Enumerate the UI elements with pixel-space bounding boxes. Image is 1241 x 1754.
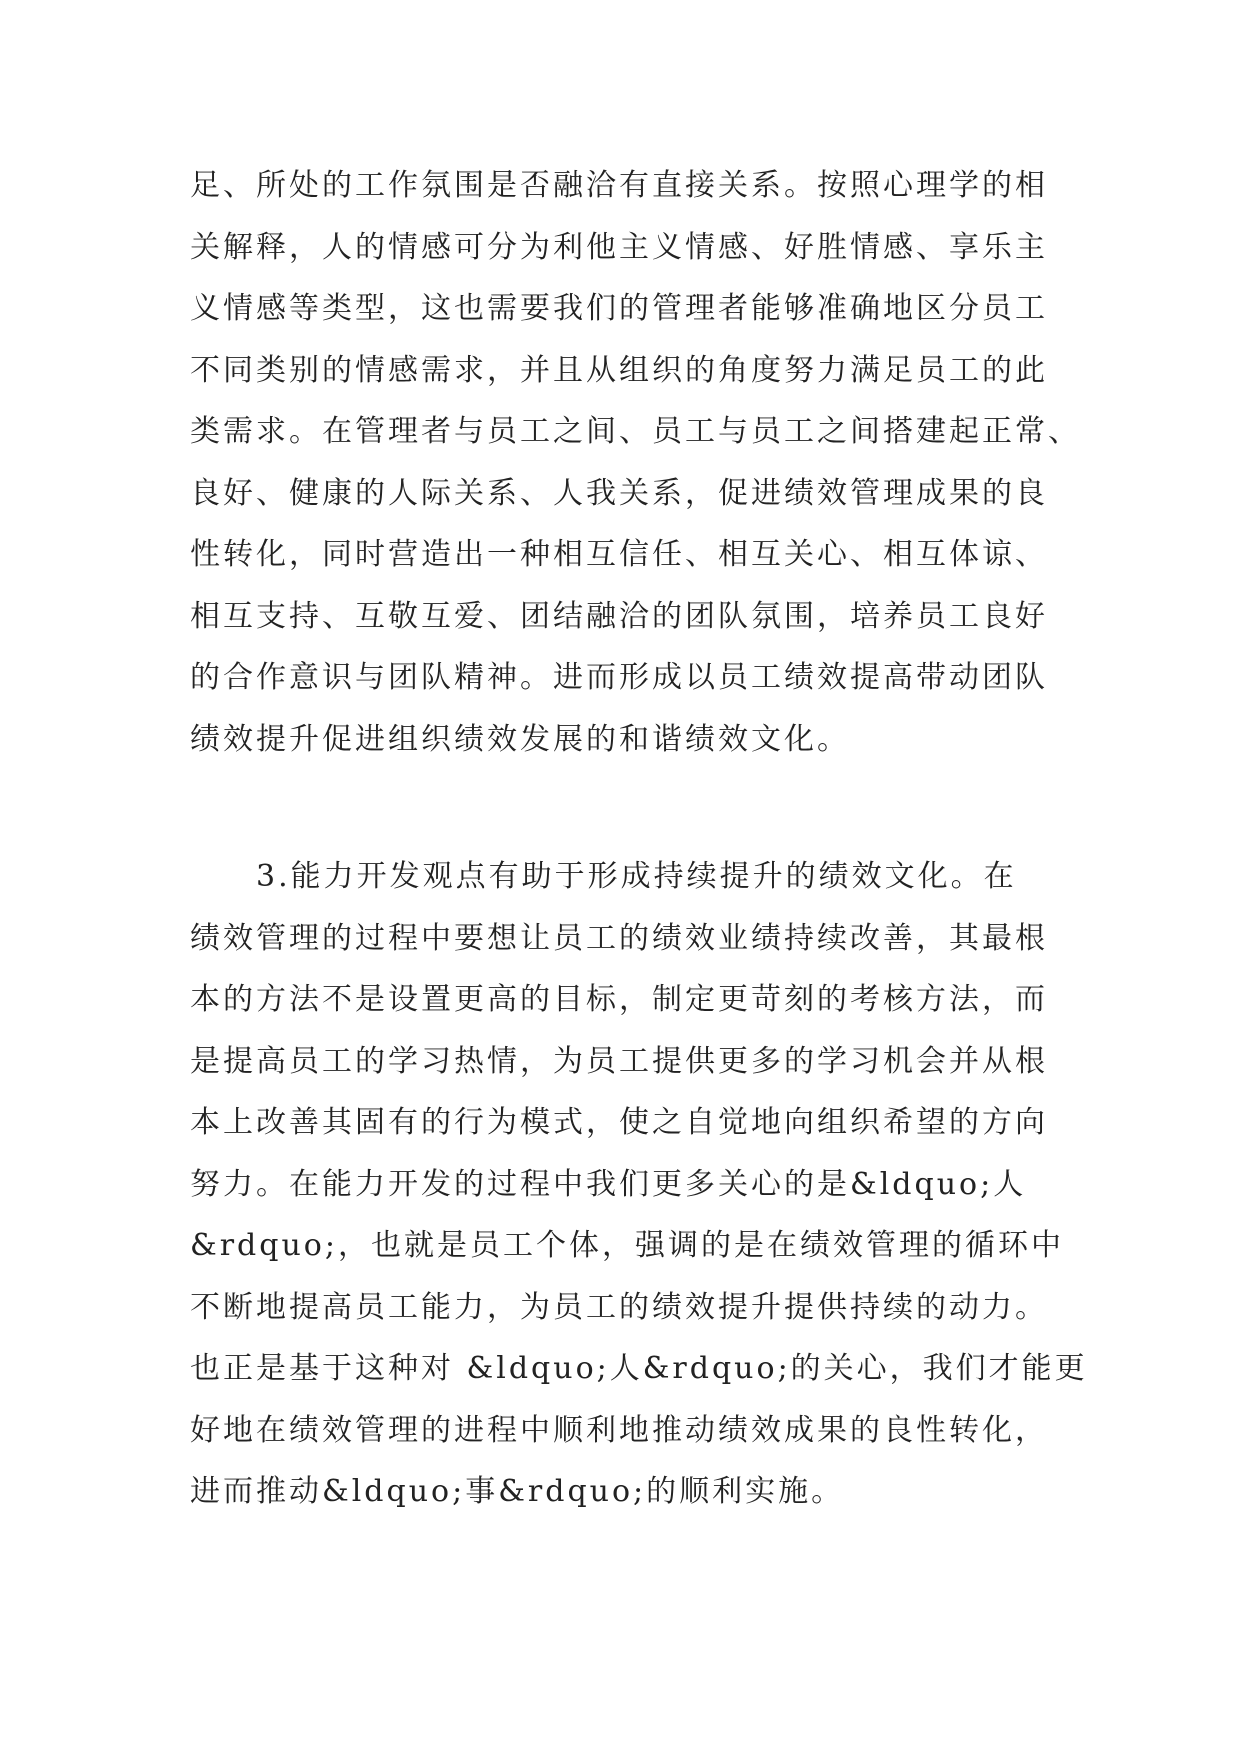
paragraph-line: 不同类别的情感需求，并且从组织的角度努力满足员工的此 xyxy=(190,352,1048,388)
paragraph-line: 绩效提升促进组织绩效发展的和谐绩效文化。 xyxy=(190,721,850,757)
paragraph-line: 进而推动&ldquo;事&rdquo;的顺利实施。 xyxy=(190,1474,845,1509)
paragraph-line: 足、所处的工作氛围是否融洽有直接关系。按照心理学的相 xyxy=(190,168,1048,203)
paragraph-line: 相互支持、互敬互爱、团结融洽的团队氛围，培养员工良好 xyxy=(190,598,1048,634)
paragraph-line: &rdquo;，也就是员工个体，强调的是在绩效管理的循环中 xyxy=(190,1228,1064,1263)
paragraph-line: 类需求。在管理者与员工之间、员工与员工之间搭建起正常、 xyxy=(190,414,1081,449)
paragraph-line: 好地在绩效管理的进程中顺利地推动绩效成果的良性转化， xyxy=(190,1412,1048,1448)
paragraph-line: 本上改善其固有的行为模式，使之自觉地向组织希望的方向 xyxy=(190,1105,1048,1140)
paragraph-line: 义情感等类型，这也需要我们的管理者能够准确地区分员工 xyxy=(190,291,1048,326)
paragraph-1 xyxy=(190,155,1081,770)
paragraph-line: 本的方法不是设置更高的目标，制定更苛刻的考核方法，而 xyxy=(190,982,1048,1017)
paragraph-2 xyxy=(190,846,1088,1523)
paragraph-line: 性转化，同时营造出一种相互信任、相互关心、相互体谅、 xyxy=(190,537,1048,572)
paragraph-line: 良好、健康的人际关系、人我关系，促进绩效管理成果的良 xyxy=(190,475,1048,511)
paragraph-line: 的合作意识与团队精神。进而形成以员工绩效提高带动团队 xyxy=(190,660,1048,695)
paragraph-line: 努力。在能力开发的过程中我们更多关心的是&ldquo;人 xyxy=(190,1166,1027,1202)
paragraph-line: 关解释，人的情感可分为利他主义情感、好胜情感、享乐主 xyxy=(190,229,1048,265)
paragraph-line: 3.能力开发观点有助于形成持续提升的绩效文化。在 xyxy=(190,859,1017,894)
paragraph-line: 也正是基于这种对 &ldquo;人&rdquo;的关心，我们才能更 xyxy=(190,1351,1088,1386)
paragraph-line: 不断地提高员工能力，为员工的绩效提升提供持续的动力。 xyxy=(190,1289,1048,1325)
paragraph-line: 是提高员工的学习热情，为员工提供更多的学习机会并从根 xyxy=(190,1043,1048,1079)
paragraph-line: 绩效管理的过程中要想让员工的绩效业绩持续改善，其最根 xyxy=(190,920,1048,956)
